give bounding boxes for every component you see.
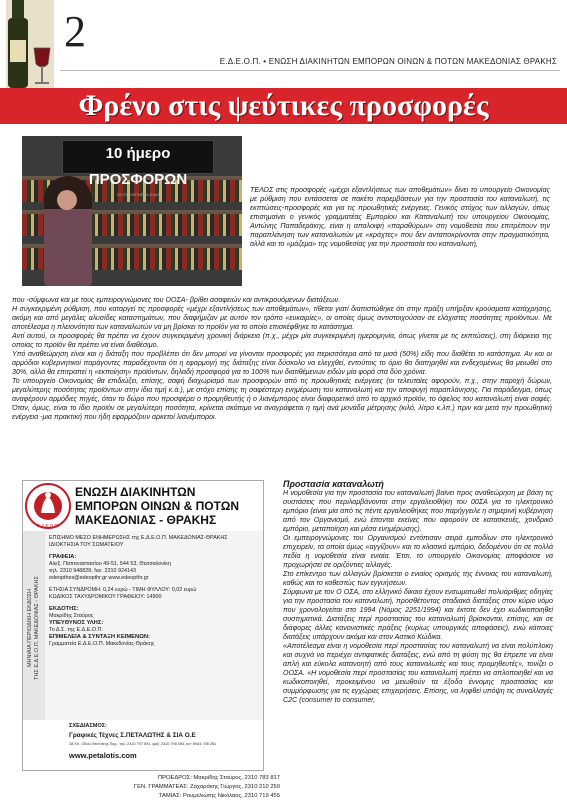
wine-bottle-glass-icon [6, 0, 54, 92]
consumer-protection-section [283, 480, 553, 705]
offers-sign-subtext: ΣΕ ΕΠΙΛΕΓΜΕΝΑ ΕΙΔΗ [116, 192, 160, 197]
article-title: Φρένο στις ψεύτικες προσφορές [78, 89, 489, 122]
design-address: 18 ΧΛ. Οδού Θεσ/νίκης-Περ., τηλ: 2310 797 591, φαξ: 2310 798 084, κιν: 6944 798 281 [69, 742, 217, 746]
article-paragraph: που -σύμφωνα και με τους εμπειρογνώμονες του ΟΟΣΑ- βρίθει ασαφειών και αντικρουόμενων διατάξεων. [12, 296, 341, 304]
publication-line: ΕΠΙΣΗΜΟ ΜΕΣΟ ΕΝΗΜΕΡΩΣΗΣ της Ε.Δ.Ε.Ο.Π. ΜΑΚΕΔΟΝΙΑΣ-ΘΡΑΚΗΣ [49, 535, 228, 541]
main-article-body [12, 296, 552, 422]
design-credits [22, 720, 264, 771]
treasurer-contact: ΤΑΜΙΑΣ: Ρουμελιώτης Νικόλαος, 2310 719 455 [158, 793, 280, 799]
publication-title: Ε.Δ.Ε.Ο.Π. • ΕΝΩΣΗ ΔΙΑΚΙΝΗΤΩΝ ΕΜΠΟΡΩΝ ΟΙΝΩΝ & ΠΟΤΩΝ ΜΑΚΕΔΟΝΙΑΣ ΘΡΑΚΗΣ [219, 57, 557, 66]
editing-label: ΕΠΙΜΕΛΕΙΑ & ΣΥΝΤΑΞΗ ΚΕΙΜΕΝΩΝ: [49, 634, 150, 640]
store-photo [22, 136, 242, 286]
address: Αλεξ. Παπαναστασίου 49-51, 544 53, Θεσσαλονίκη [49, 561, 171, 567]
masthead-header [23, 481, 263, 529]
intro-paragraph: ΤΕΛΟΣ στις προσφορές «μέχρι εξαντλήσεως των αποθεμάτων» δίνει το υπουργείο Οικονομίας με ρύθμιση που εντάσσεται σε πακέτο παρεμβάσεων για την προστασία του καταναλωτή, τις εκπτώσεις-προσφορές και για τις προωθητικές ενέργειες. Γενικός στόχος των αλλαγών, όπως επισημαίνει ο γενικός γραμματέας Εμπορίου και Καταναλωτή του υπουργείου Οικονομίας, Αντώνης Παπαδεράκης, είναι η απαλοιφή «παραθύρων» στη νομοθεσία που επιτρέπουν την παραπλάνηση των καταναλωτών με «κράχτες» που δεν ανταποκρίνονται στην πραγματικότητα, αλλά και το «μάζεμα» της νομοθεσίας για την προστασία του καταναλωτή, [250, 186, 550, 248]
article-paragraph: Το υπουργείο Οικονομίας θα επιδιώξει, επίσης, σαφή διαχωρισμό των προσφορών από τις προωθητικές ενέργειες (οι τελευταίες αφορούν, π.χ., στην παροχή δώρων, μεγαλύτερης ποσότητας προϊόντων στην ίδια τιμή κ.ά.), με στόχο επίσης τη σαφέστερη ενημέρωση του καταναλωτή και την αποφυγή παραπλάνησης. Για παράδειγμα, όπως αναφέρουν αρμόδιες πηγές, όταν το δώρο που προσφέρει ο προμηθευτής ή ο λιανέμπορος είναι διαφορετικό από το αρχικό προϊόν, το όφελος του καταναλωτή είναι σαφές. Όταν, όμως, είναι το ίδιο προϊόν σε μεγαλύτερη ποσότητα, κρίνεται σκόπιμο να αναγράφεται η τιμή ανά μονάδα μέτρησης (κιλό, λίτρο κ.λπ.) πριν και μετά την προωθητική ενέργεια -μια πρακτική που ήδη εφαρμόζουν αρκετοί λιανέμποροι. [12, 377, 552, 421]
section-paragraph: Σύμφωνα με τον Ο ΟΣΑ, στο ελληνικό δίκαιο έχουν ενσωματωθεί πολυάριθμες οδηγίες για την προστασία του καταναλωτή, προσθέτοντας σταδιακά διατάξεις στον κύριο νόμο που χρονολογείται στο 1994 (Νόμος 2251/1994) και έκτοτε δεν έχει κωδικοποιηθεί συστηματικά. Διατάξεις περί προστασίας του καταναλωτή βρίσκονται, επίσης, και σε διάφορες άλλες κανονιστικές πράξεις (κυρίως υπουργικές αποφάσεις), ενώ κάποιες διατάξεις υπάρχουν ακόμα και στον Αστικό Κώδικα. [283, 588, 553, 641]
edeop-logo-icon [25, 483, 71, 529]
section-paragraph: «Αποτέλεσμα είναι η νομοθεσία περί προστασίας του καταναλωτή να είναι πολύπλοκη και συχνά να περιέχει αντιφατικές διατάξεις, ενώ από τη φύση της θα έπρεπε να είναι απλή και εύκολα κατανοητή από τους καταναλωτές και τους προμηθευτές», τονίζει ο ΟΟΣΑ. «Η νομοθεσία περί προστασίας του καταναλωτή πρέπει να απλοποιηθεί και να κωδικοποιηθεί, προκειμένου να μειωθούν τα έξοδα έννομης προστασίας και συμμόρφωσης για τις εγχώριες επιχειρήσεις. Επίσης, να ληφθεί υπόψη τις συναλλαγές C2C (consumer to consumer, [283, 642, 553, 704]
secretary-contact: ΓΕΝ. ΓΡΑΜΜΑΤΕΑΣ: Ζαχαράκης Γιώργος, 2310 210 250 [133, 784, 280, 790]
masthead-sidebar [23, 531, 45, 721]
subscription-price: ΕΤΗΣΙΑ ΣΥΝΔΡΟΜΗ: 0,24 ευρώ - ΤΙΜΗ ΦΥΛΛΟΥ: 0,02 ευρώ [49, 587, 197, 593]
article-paragraph: Η συγκεκριμένη ρύθμιση, που καταργεί τις προσφορές «μέχρι εξαντλήσεως των αποθεμάτων», τίθεται γιατί διαπιστώθηκε ότι στην πράξη υπήρξαν κρούσματα κατάχρησης, ακόμη και από μεγάλες αλυσίδες καταστημάτων, που διαφήμιζαν με αυτόν τον τρόπο «ευκαιρίες», οι οποίες όμως αντιστοιχούσαν σε ελάχιστες ποσότητες προϊόντων. Με αποτέλεσμα η πλειονότητα των καταναλωτών να μη βρίσκει το προϊόν για το οποίο επισκέφθηκε το κατάστημα. [12, 305, 552, 331]
offices-label: ΓΡΑΦΕΙΑ: [49, 554, 77, 560]
design-company: Γραφικές Τέχνες Σ.ΠΕΤΑΛΩΤΗΣ & ΣΙΑ Ο.Ε [69, 732, 196, 739]
organisation-name-line2: ΜΑΚΕΔΟΝΙΑΣ - ΘΡΑΚΗΣ [75, 513, 217, 527]
article-paragraph: Αντί αυτού, οι προσφορές θα πρέπει να έχουν συγκεκριμένη χρονική διάρκεια (π.χ., μέχρι μία συγκεκριμένη ημερομηνία, όπως γίνεται με τις εκπτώσεις), στη διάρκεια της οποίας το προϊόν θα πρέπει να είναι διαθέσιμο. [12, 332, 552, 349]
masthead-box [22, 480, 264, 722]
email-website: edeopthes@edeopthr.gr www.edeopthr.gr [49, 575, 149, 581]
section-heading: Προστασία καταναλωτή [283, 479, 384, 489]
publisher-label: ΕΚΔΟΤΗΣ: [49, 606, 79, 612]
section-paragraph: Οι εμπειρογνώμονες του Οργανισμού εντόπισαν σειρά εμποδίων στο ηλεκτρονικό επιχειρείν, τα οποία όμως «αγγίζουν» και το κλασικό εμπόριο, δεδομένου ότι σε πολλά πεδία η νομοθεσία είναι ενιαία. Έτσι, το υπουργείο Οικονομίας αποφάσισε να προχωρήσει σε οριζόντιες αλλαγές. [283, 534, 553, 569]
organisation-name [75, 485, 261, 527]
offers-sign-text: 10 ήμερο ΠΡΟΣΦΟΡΩΝ [88, 145, 188, 188]
page-number: 2 [64, 7, 86, 56]
shopper-figure [44, 176, 92, 286]
manager-label: ΥΠΕΥΘΥΝΟΣ ΥΛΗΣ: [49, 620, 104, 626]
manager-name: Το Δ.Σ. της Ε.Δ.Ε.Ο.Π. [49, 627, 103, 633]
logo-text: Ε.Δ.Ε.Ο.Π. [36, 523, 60, 528]
design-website: www.petalotis.com [69, 751, 137, 760]
postal-code: ΚΩΔΙΚΟΣ ΤΑΧΥΔΡΟΜΙΚΟΥ ΓΡΑΦΕΙΟΥ: 14900 [49, 594, 162, 600]
phone-fax: τηλ. 2310 948828, fax. 2310 924143 [49, 568, 136, 574]
offers-sign [62, 140, 214, 197]
publisher-name: Μακρίδης Σταύρος [49, 613, 94, 619]
section-paragraph: Στο επίκεντρο των αλλαγών βρίσκεται ο ενιαίος ορισμός της έννοιας του καταναλωτή, καθώς και το καθεστώς των εγγυήσεων. [283, 570, 553, 587]
editing-name: Γραμματεία Ε.Δ.Ε.Ο.Π. Μακεδονίας-Θράκης [49, 641, 155, 647]
design-label: ΣΧΕΔΙΑΣΜΟΣ: [69, 723, 108, 729]
section-paragraph: Η νομοθεσία για την προστασία του καταναλωτή βαίνει προς αναθεώρηση με βάση τις συστάσεις που περιλαμβάνονται στην εργαλειοθήκη του 00ΣΑ για το ηλεκτρονικό εμπόριο (είναι μία από τις πέντε εργαλειοθήκες που παρήγγειλε η σημερινή κυβέρνηση από τον Οργανισμό, ενώ έπονται εκείνες που αφορούν σε κατασκευές, χονδρικό εμπόριο, μεταποίηση και μέσα ενημέρωσης). [283, 489, 553, 533]
organisation-name-line1: ΕΝΩΣΗ ΔΙΑΚΙΝΗΤΩΝ ΕΜΠΟΡΩΝ ΟΙΝΩΝ & ΠΟΤΩΝ [75, 485, 239, 513]
article-paragraph: Υπό αναθεώρηση είναι και η διάταξη που προβλέπει ότι δεν μπορεί να γίνονται προσφορές για περισσότερα από τα μισά (50%) είδη που διαθέτει το κατάστημα. Αν και οι αρμόδιοι κυβερνητικοί παράγοντες παραδέχονται ότι η εφαρμογή της διάταξης είναι δύσκολο να ελεγχθεί, εντούτοις το όριο θα διατηρηθεί και ενδεχομένως θα μειωθεί στο 30%, αλλά θα επιτραπεί η «εκποίηση» προϊόντων, δηλαδή προσφορά για το 100% των διατιθέμενων ειδών μία φορά στα δύο χρόνια. [12, 350, 552, 376]
header-rule [60, 70, 560, 71]
ownership-line: ΙΔΙΟΚΤΗΣΙΑ ΤΟΥ ΣΩΜΑΤΕΙΟΥ [49, 542, 124, 548]
masthead-details [49, 535, 259, 648]
board-contacts [60, 774, 280, 801]
president-contact: ΠΡΟΕΔΡΟΣ: Μακρίδης Σταύρος, 2310 783 817 [157, 775, 280, 781]
masthead-side-text: ΜΗΝΙΑΙΑ ΠΕΡΙΟΔΙΚΗ ΕΚΔΟΣΗ ΤΗΣ Ε.Δ.Ε.Ο.Π. ΜΑΚΕΔΟΝΙΑΣ - ΘΡΑΚΗΣ [27, 576, 40, 680]
